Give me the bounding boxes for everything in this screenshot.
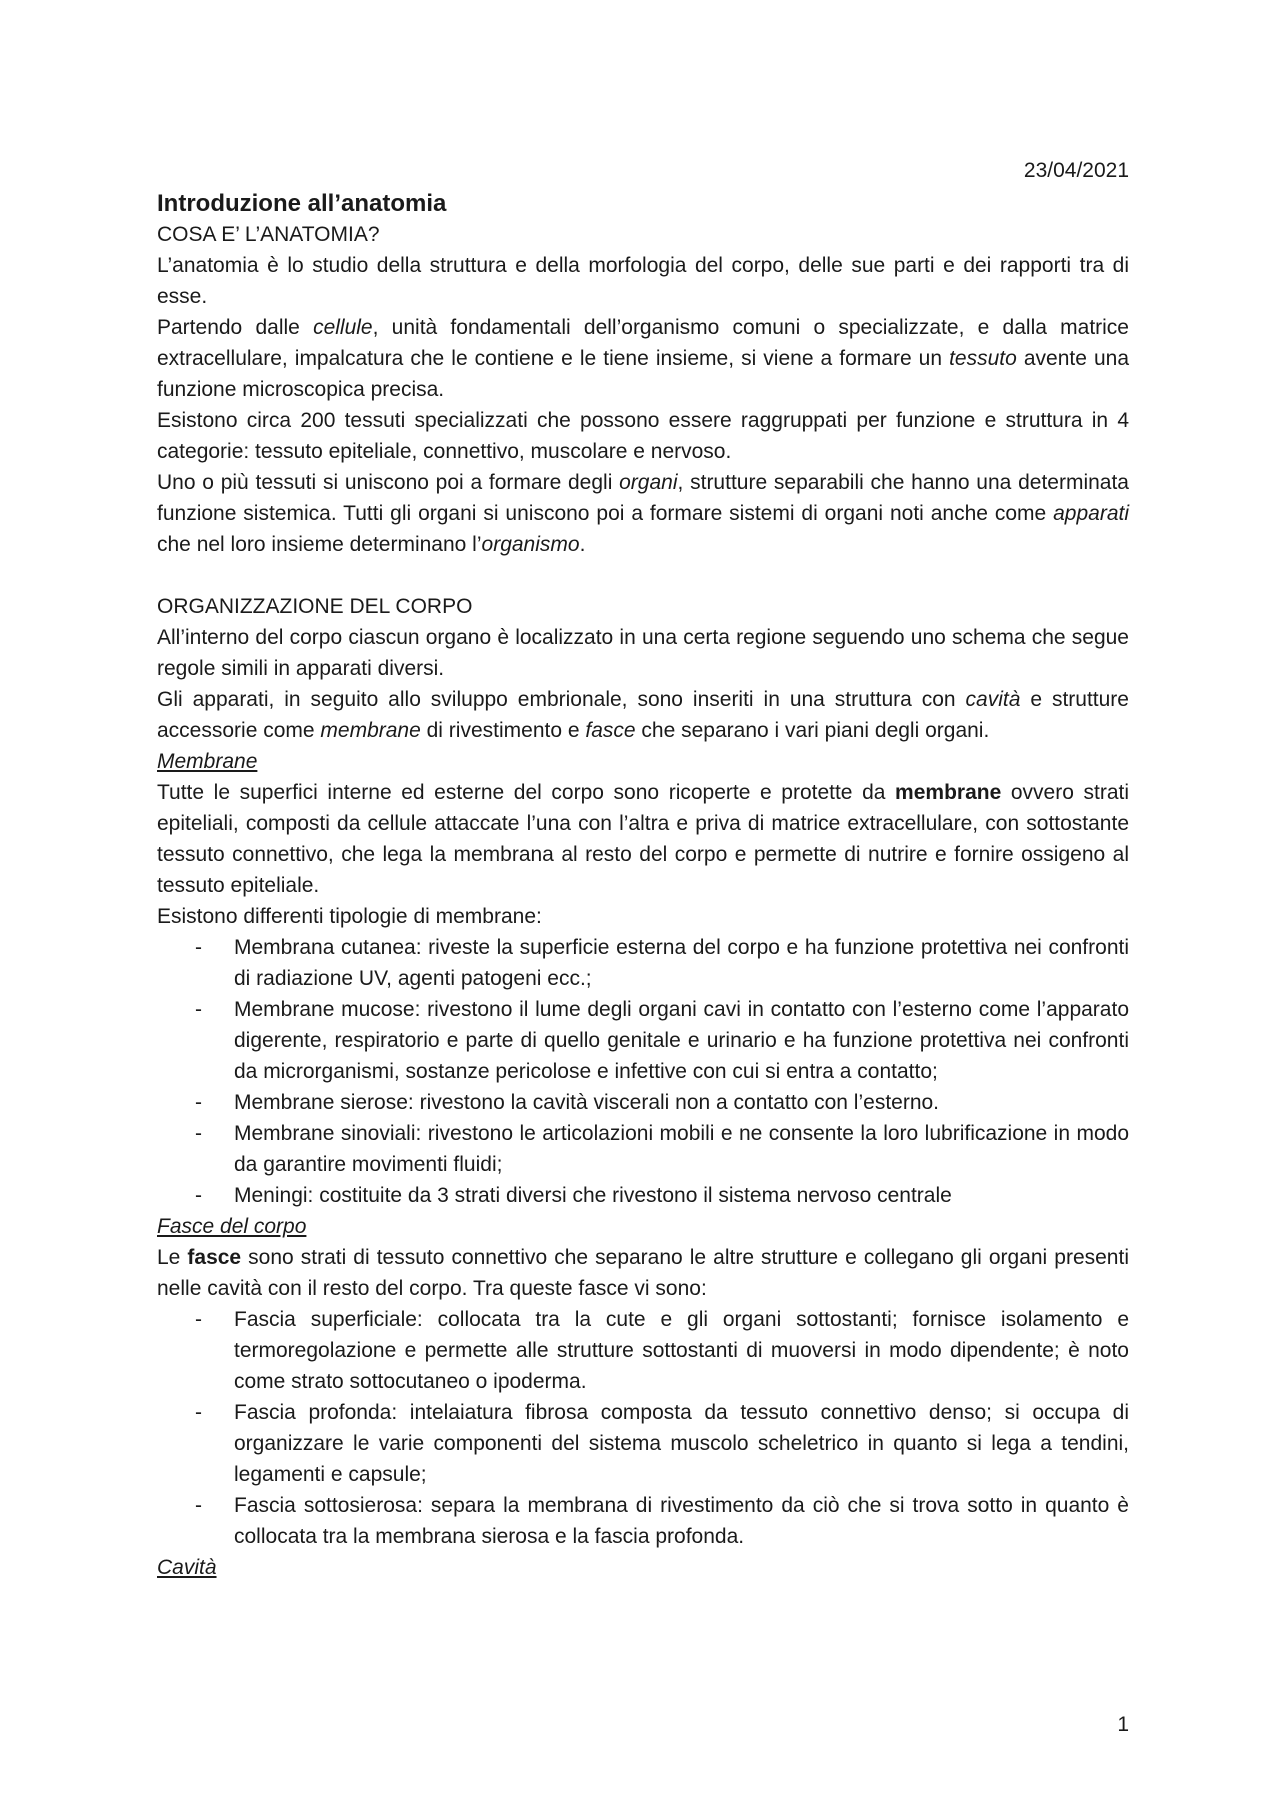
dash-bullet: - [195,1401,202,1424]
italic-term: apparati [1053,502,1129,525]
bold-term: membrane [895,781,1002,804]
text-run: sono strati di tessuto connettivo che separano le altre strutture e collegano gli organi presenti nelle cavità con il resto del corpo. Tra queste fasce vi sono: [157,1246,1129,1300]
list-item [157,1397,1129,1490]
text-run: , unità fondamentali dell’organismo comuni o specializzate, e dalla matrice extracellulare, impalcatura che le contiene e le tiene insieme, si viene a formare un [157,316,1129,370]
dash-bullet: - [195,1122,202,1145]
paragraph: L’anatomia è lo studio della struttura e della morfologia del corpo, delle sue parti e dei rapporti tra di esse. [157,254,1129,308]
list-item [157,1118,1129,1180]
document-title: Introduzione all’anatomia [157,190,447,217]
italic-term: cellule [313,316,373,339]
list-item-text: Meningi: costituite da 3 strati diversi che rivestono il sistema nervoso centrale [234,1184,952,1207]
italic-term: fasce [585,719,636,742]
paragraph [157,467,1129,560]
list-item [157,1304,1129,1397]
list-item-text: Fascia sottosierosa: separa la membrana di rivestimento da ciò che si trova sotto in quanto è collocata tra la membrana sierosa e la fascia profonda. [234,1494,1129,1548]
text-run: che separano i vari piani degli organi. [635,719,990,742]
list-item-text: Membrane mucose: rivestono il lume degli organi cavi in contatto con l’esterno come l’apparato digerente, respiratorio e parte di quello genitale e urinario e ha funzione protettiva nei confronti da microrganismi, sostanze pericolose e infettive con cui si entra a contatto; [234,998,1129,1083]
paragraph: All’interno del corpo ciascun organo è localizzato in una certa regione seguendo uno schema che segue regole simili in apparati diversi. [157,626,1129,680]
page-number: 1 [1117,1713,1129,1736]
paragraph [157,312,1129,405]
fasce-list [157,1304,1129,1552]
list-item [157,1087,1129,1118]
paragraph [157,777,1129,901]
text-run: che nel loro insieme determinano l’ [157,533,482,556]
section-heading-anatomia: COSA E’ L’ANATOMIA? [157,223,380,246]
text-run: Gli apparati, in seguito allo sviluppo embrionale, sono inseriti in una struttura con [157,688,966,711]
text-run: . [579,533,586,556]
text-run: Tutte le superfici interne ed esterne del corpo sono ricoperte e protette da [157,781,896,804]
list-item-text: Fascia superficiale: collocata tra la cute e gli organi sottostanti; fornisce isolamento e termoregolazione e permette alle strutture sottostanti di muoversi in modo dipendente; è noto come strato sottocutaneo o ipoderma. [234,1308,1129,1393]
italic-term: tessuto [949,347,1017,370]
text-run: Uno o più tessuti si uniscono poi a formare degli [157,471,620,494]
list-item-text: Fascia profonda: intelaiatura fibrosa composta da tessuto connettivo denso; si occupa di organizzare le varie componenti del sistema muscolo scheletrico in quanto si lega a tendini, legamenti e capsule; [234,1401,1129,1486]
text-run: , strutture separabili che hanno una determinata funzione sistemica. Tutti gli organi si uniscono poi a formare sistemi di organi noti anche come [157,471,1129,525]
paragraph: Esistono differenti tipologie di membrane: [157,905,542,928]
membrane-list [157,932,1129,1211]
dash-bullet: - [195,1308,202,1331]
text-run: Le [157,1246,188,1269]
paragraph [157,684,1129,746]
italic-term: cavità [965,688,1021,711]
paragraph [157,1242,1129,1304]
bold-term: fasce [187,1246,242,1269]
list-item-text: Membrane sierose: rivestono la cavità viscerali non a contatto con l’esterno. [234,1091,940,1114]
document-body [157,188,1129,1583]
text-run: Partendo dalle [157,316,314,339]
paragraph: Esistono circa 200 tessuti specializzati che possono essere raggruppati per funzione e struttura in 4 categorie: tessuto epiteliale, connettivo, muscolare e nervoso. [157,409,1129,463]
text-run: e strutture accessorie come [157,688,1129,742]
list-item [157,1180,1129,1211]
dash-bullet: - [195,1494,202,1517]
italic-term: organi [619,471,678,494]
list-item-text: Membrana cutanea: riveste la superficie esterna del corpo e ha funzione protettiva nei confronti di radiazione UV, agenti patogeni ecc.; [234,936,1129,990]
text-run: avente una funzione microscopica precisa. [157,347,1129,401]
list-item-text: Membrane sinoviali: rivestono le articolazioni mobili e ne consente la loro lubrificazione in modo da garantire movimenti fluidi; [234,1122,1129,1176]
text-run: di rivestimento e [420,719,586,742]
list-item [157,994,1129,1087]
dash-bullet: - [195,1184,202,1207]
dash-bullet: - [195,1091,202,1114]
section-heading-organizzazione: ORGANIZZAZIONE DEL CORPO [157,595,473,618]
subheading-fasce: Fasce del corpo [157,1215,307,1238]
subheading-membrane: Membrane [157,750,258,773]
text-run: ovvero strati epiteliali, composti da cellule attaccate l’una con l’altra e priva di matrice extracellulare, con sottostante tessuto connettivo, che lega la membrana al resto del corpo e permette di nutrire e fornire ossigeno al tessuto epiteliale. [157,781,1129,897]
list-item [157,1490,1129,1552]
document-date: 23/04/2021 [1023,159,1129,182]
list-item [157,932,1129,994]
dash-bullet: - [195,998,202,1021]
italic-term: organismo [481,533,580,556]
subheading-cavita: Cavità [157,1556,217,1579]
blank-line [157,560,1129,591]
dash-bullet: - [195,936,202,959]
italic-term: membrane [320,719,421,742]
